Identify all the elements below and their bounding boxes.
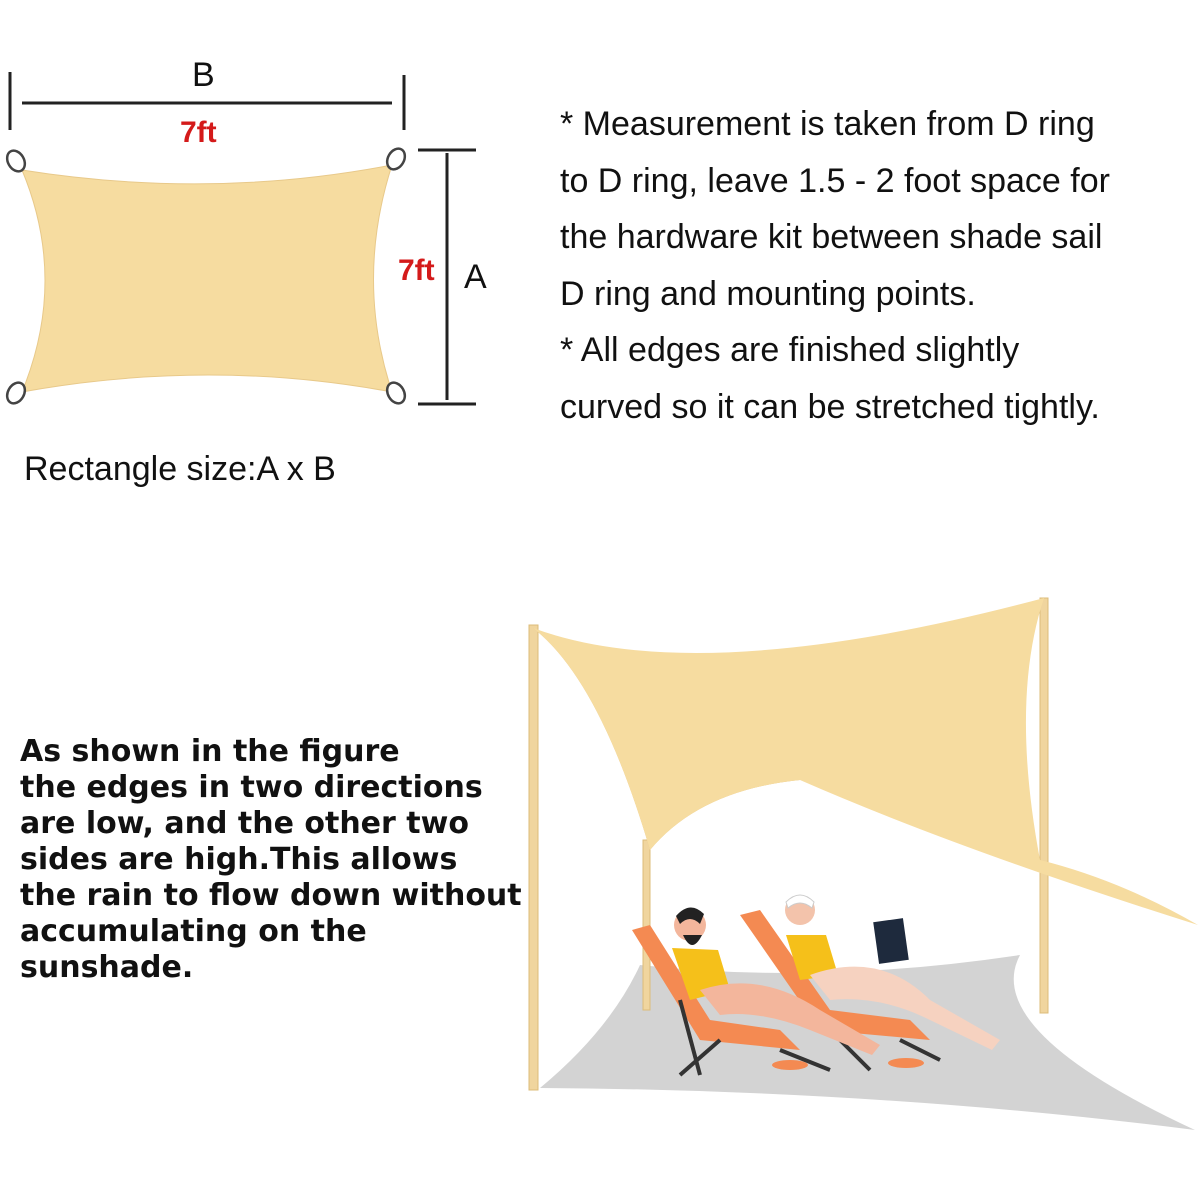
note-line: * Measurement is taken from D ring: [560, 105, 1095, 143]
note-line: curved so it can be stretched tightly.: [560, 387, 1100, 426]
pole: [1040, 598, 1048, 1013]
figure-description: [20, 734, 520, 986]
rectangle-sail-shape: [22, 165, 392, 392]
figure-text-line: sides are high.This allows: [20, 842, 458, 877]
pole: [529, 625, 538, 1090]
figure-text-line: sunshade.: [20, 950, 194, 985]
dimension-b-value: 7ft: [180, 116, 217, 149]
figure-text-line: accumulating on the: [20, 914, 367, 949]
note-line: the hardware kit between shade sail: [560, 218, 1103, 256]
dimension-a-value: 7ft: [398, 254, 435, 287]
note-line: D ring and mounting points.: [560, 274, 976, 313]
measurement-notes: [560, 96, 1200, 435]
dimension-b-letter: B: [192, 56, 215, 94]
dimension-a-letter: A: [464, 258, 487, 296]
figure-text-line: the edges in two directions: [20, 770, 483, 805]
pole: [643, 840, 650, 1010]
rectangle-size-caption: Rectangle size:A x B: [24, 450, 336, 488]
figure-text-line: are low, and the other two: [20, 806, 469, 841]
sail-canopy: [533, 598, 1198, 925]
note-line: to D ring, leave 1.5 - 2 foot space for: [560, 161, 1110, 200]
shade-sail-illustration: [529, 598, 1198, 1130]
figure-text-line: the rain to flow down without: [20, 878, 522, 913]
note-line: * All edges are finished slightly: [560, 331, 1020, 369]
figure-text-line: As shown in the figure: [20, 734, 400, 769]
